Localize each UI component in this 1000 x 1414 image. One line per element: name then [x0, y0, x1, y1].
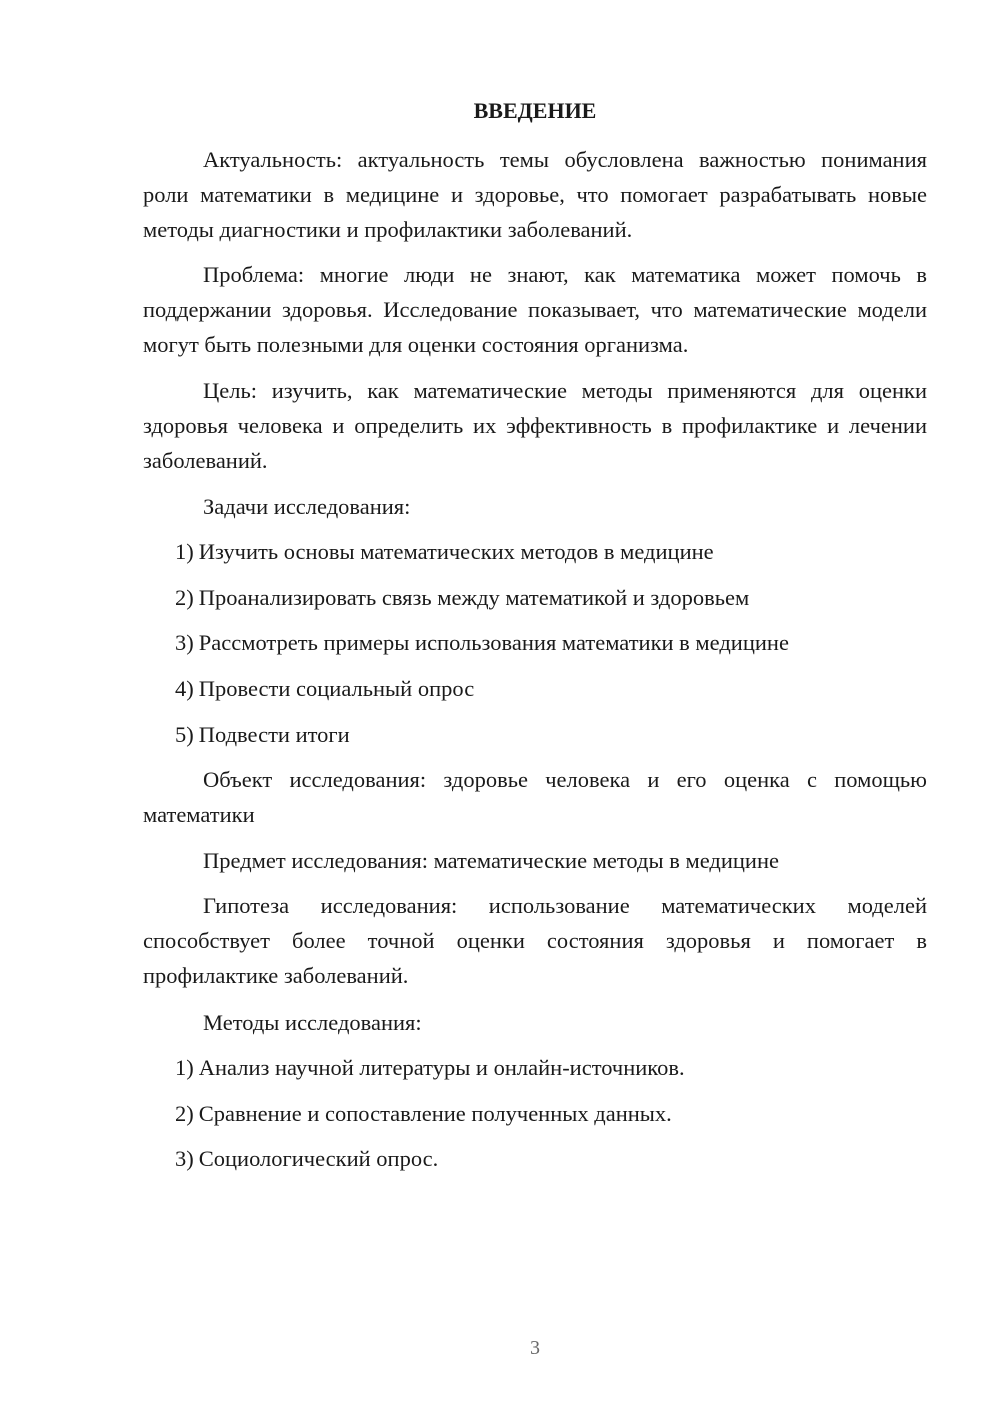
section-heading: ВВЕДЕНИЕ	[473, 98, 597, 123]
task-text: Проанализировать связь между математикой и здоровьем	[198, 585, 750, 610]
method-text: Сравнение и сопоставление полученных данных.	[198, 1101, 672, 1126]
task-item-1	[175, 534, 714, 569]
task-item-2	[175, 580, 749, 615]
problem-paragraph: Проблема: многие люди не знают, как математика может помочь в поддержании здоровья. Исследование показывает, что математические модели могут быть полезными для оценки состояния организма.	[143, 262, 927, 357]
task-item-4	[175, 671, 474, 706]
methods-heading: Методы исследования:	[203, 1010, 422, 1035]
page-number: 3	[530, 1337, 540, 1359]
task-number: 5)	[175, 722, 194, 747]
task-text: Изучить основы математических методов в медицине	[198, 539, 714, 564]
method-text: Социологический опрос.	[198, 1146, 439, 1171]
method-number: 3)	[175, 1146, 194, 1171]
method-number: 1)	[175, 1055, 194, 1080]
task-text: Рассмотреть примеры использования математики в медицине	[198, 630, 789, 655]
hypothesis-paragraph: Гипотеза исследования: использование математических моделей способствует более точной оценки состояния здоровья и помогает в профилактике заболеваний.	[143, 893, 927, 988]
goal-paragraph: Цель: изучить, как математические методы применяются для оценки здоровья человека и определить их эффективность в профилактике и лечении заболеваний.	[143, 378, 927, 473]
task-text: Подвести итоги	[198, 722, 350, 747]
task-number: 2)	[175, 585, 194, 610]
method-item-1	[175, 1050, 685, 1085]
method-item-2	[175, 1096, 672, 1131]
task-number: 4)	[175, 676, 194, 701]
object-paragraph: Объект исследования: здоровье человека и его оценка с помощью математики	[143, 767, 927, 827]
document-page	[143, 0, 927, 1414]
method-number: 2)	[175, 1101, 194, 1126]
task-number: 3)	[175, 630, 194, 655]
task-text: Провести социальный опрос	[198, 676, 475, 701]
task-number: 1)	[175, 539, 194, 564]
task-item-5	[175, 717, 350, 752]
subject-paragraph: Предмет исследования: математические методы в медицине	[203, 848, 780, 873]
method-text: Анализ научной литературы и онлайн-источников.	[198, 1055, 685, 1080]
relevance-paragraph: Актуальность: актуальность темы обусловлена важностью понимания роли математики в медицине и здоровье, что помогает разрабатывать новые методы диагностики и профилактики заболеваний.	[143, 147, 927, 242]
method-item-3	[175, 1141, 438, 1176]
tasks-heading: Задачи исследования:	[203, 494, 411, 519]
task-item-3	[175, 625, 789, 660]
